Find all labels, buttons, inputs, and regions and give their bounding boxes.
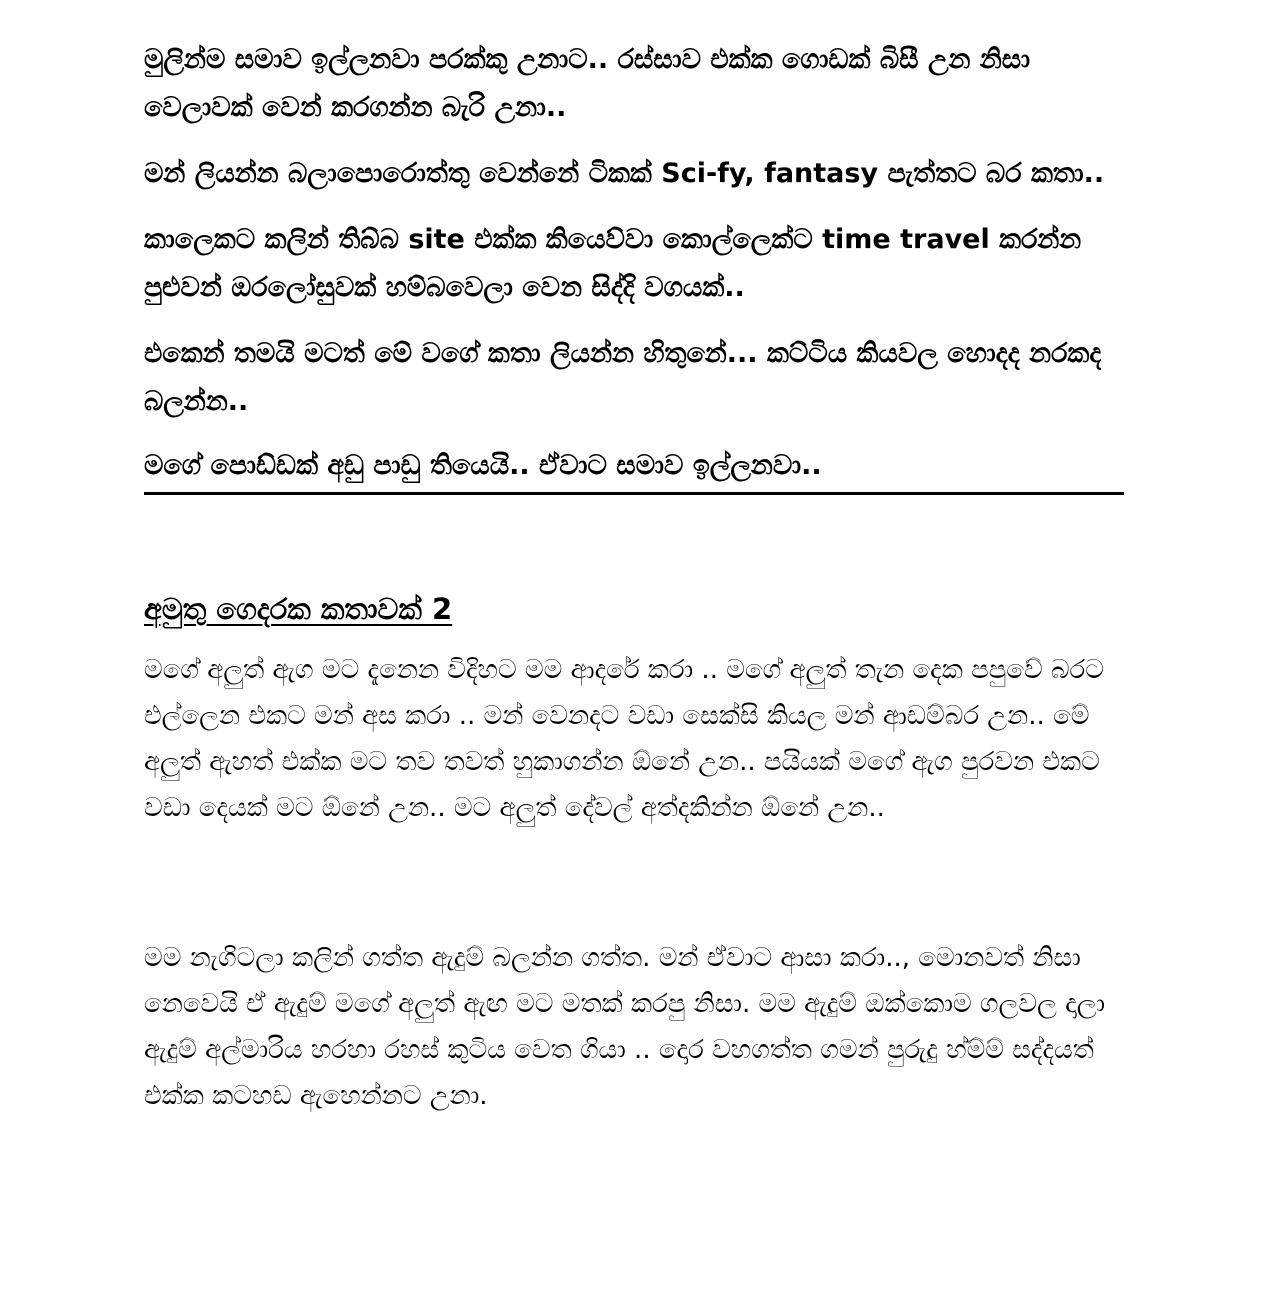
- intro-paragraph: මුලින්ම සමාව ඉල්ලනවා පරක්කු උනාට.. රස්සාව එක්ක ගොඩක් බිසී උන නිසා වෙලාවක් වෙන් කරගන්න බැරි උනා..: [144, 44, 1031, 123]
- story-paragraph: මම නැගිටලා කලින් ගත්ත ඇදුම් බලන්න ගත්ත. මන් ඒවාට ආසා කරා.., මොනවත් නිසා නෙවෙයි ඒ ඇදුම් මගේ අලුත් ඇඟ මට මතක් කරපු නිසා. මම ඇදුම් ඔක්කොම ගලවල දාලා ඇදුම් අල්මාරිය හරහා රහස් කුටිය වෙත ගියා .. දොර වහගත්ත ගමන් පුරුදු හ්ම්ම් සද්දයත් එක්ක කටහඩ ඇහෙන්නට උනා.: [144, 943, 1106, 1111]
- intro-paragraph: මන් ලියන්න බලාපොරොත්තු වෙන්නේ ටිකක් Sci-fy, fantasy පැත්තට බර කතා..: [144, 158, 1105, 189]
- story-paragraph: මගේ අලුත් ඇග මට දැනෙන විදිහට මම ආදරේ කරා .. මගේ අලුත් තැන දෙක පපුවේ බරට එල්ලෙන එකට මන් අස කරා .. මන් වෙනදට වඩා සෙක්සි කියල මන් ආඩම්බර උන.. මේ අලුත් ඇහත් එක්ක මට තව තවත් හුකාගන්න ඕනේ උන.. පයියක් මගේ ඇග පුරවන එකට වඩා දෙයක් මට ඕනේ උන.. මට අලුත් දේවල් අත්දකින්න ඕනේ උන..: [144, 655, 1104, 823]
- intro-paragraph: එකෙන් තමයි මටත් මේ වගේ කතා ලියන්න හිතුනේ... කට්ටිය කියවල හොදද නරකද බලන්න..: [144, 338, 1102, 417]
- story-section: [144, 495, 1124, 1119]
- intro-paragraph: කාලෙකට කලින් තිබ්බ site එක්ක කියෙව්වා කොල්ලෙක්ට time travel කරන්න පුළුවන් ඔරලෝසුවක් හම්බවෙලා වෙන සිද්දි වගයක්..: [144, 224, 1082, 303]
- story-title: අමුතු ගෙදරක කතාවක් 2: [144, 592, 453, 626]
- intro-paragraph: මගේ පොඩ්ඩක් අඩු පාඩු තියෙයි.. ඒවාට සමාව ඉල්ලනවා..: [144, 450, 822, 481]
- author-note: [144, 36, 1124, 495]
- document-page: [144, 36, 1124, 1119]
